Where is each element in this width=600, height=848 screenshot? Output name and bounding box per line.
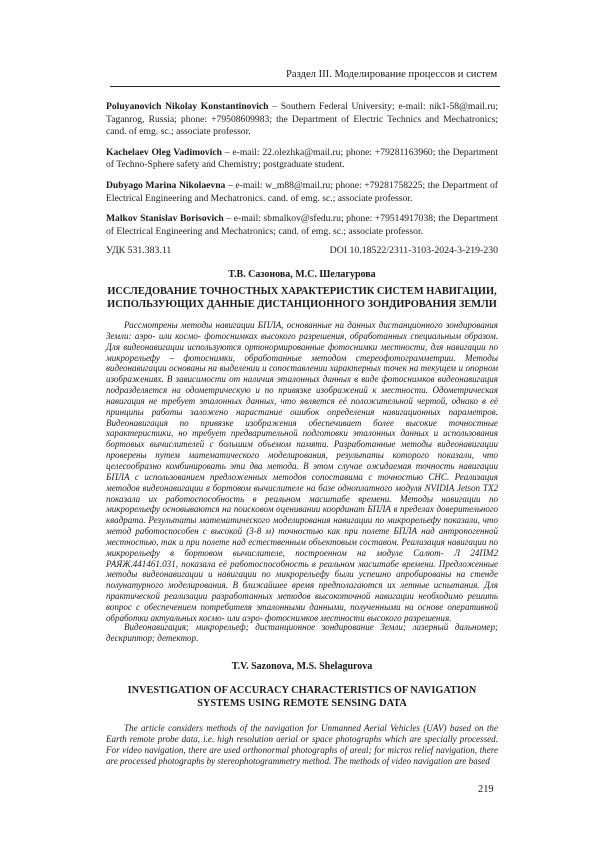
udc-code: УДК 531.383.11: [106, 245, 172, 256]
author-name: Malkov Stanislav Borisovich: [106, 213, 224, 225]
author-name: Dubyago Marina Nikolaevna: [106, 179, 226, 191]
author-entry: [106, 147, 498, 172]
ru-keywords: Видеонавигация; микрорельеф; дистанционное зондирование Земли; лазерный дальномер; дескриптор; детектор.: [106, 622, 498, 643]
author-details: – Southern Federal University; e-mail: nik1-58@mail.ru; Taganrog, Russia; phone: +79508609983; the Department of Electric Technics and Mechatronics; cand. of emg. sc.; associate professor.: [106, 101, 498, 138]
doi-link[interactable]: DOI 10.18522/2311-3103-2024-3-219-230: [329, 245, 498, 256]
author-details: – e-mail: 22.olezhka@mail.ru; phone: +79281163960; the Department of Techno-Sphere safety and Chemistry; postgraduate student.: [106, 146, 499, 171]
author-entry: [106, 101, 498, 139]
author-details: – e-mail: sbmalkov@sfedu.ru; phone: +79514917038; the Department of Electrical Engineering and Mechatronics; cand. of emg. sc.; associate professor.: [106, 213, 498, 237]
en-article-title: INVESTIGATION OF ACCURACY CHARACTERISTICS OF NAVIGATION SYSTEMS USING REMOTE SENSING DATA: [127, 685, 477, 709]
running-head: Раздел III. Моделирование процессов и систем: [286, 69, 498, 80]
ru-abstract-text: Рассмотрены методы навигации БПЛА, основанные на данных дистанционного зондирования Земли: аэро- или космо- фотоснимках высокого разрешения, обработанных специальным образом. Для видеонавигации используются ортонормированные фотоснимки местности, для навигации по микрорельефу – фотоснимки, обработанные методом стереофотограмметрии. Методы видеонавигации основаны на выделении и сопоставлении характерных точек на текущем и опорном изображениях. В зависимости от наличия эталонных данных в виде фотоснимков видеонавигация подразделяется на одометрическую и по привязке изображений к местности. Одометрическая навигация не требует эталонных данных, что является её положительной чертой, однако в её принципы работы заложено нарастание ошибок определения навигационных параметров. Видеонавигация по привязке изображения обеспечивает более высокие точностные характеристики, но требует предварительной подготовки эталонных данных и использования бортовых вычислителей с большим объемом памяти. Разработанные методы видеонавигации проверены путем математического моделирования, результаты которого показали, что целесообразно комбинировать эти два метода. В этом случае ожидаемая точность навигации БПЛА с использованием предложенных методов сопоставима с точностью СНС. Реализация методов видеонавигации в бортовом вычислителе на базе одноплатного модуля NVIDIA Jetson TX2 показала их работоспособность в реальном масштабе времени. Методы навигации по микрорельефу основываются на поисковом оценивании координат БПЛА в пределах доверительного квадрата. Результаты математического моделирования навигации по микрорельефу показали, что метод работоспособен с высокой (3-8 м) точностью как при полете БПЛА над антропогенной местностью, так и при полете над естественным объектовым составом. Реализация навигации по микрорельефу в бортовом вычислителе, построенном на модуле Салют- Л 24ПМ2 РАЯЖ.441461.031, показала её работоспособность в реальном масштабе времени. Предложенные методы видеонавигации и навигации по микрорельефу были успешно апробированы на стенде полунатурного моделирования. В ближайшее время предполагаются их летные испытания. Для практической реализации разработанных методов высокоточной навигации необходимо решить вопрос с обеспечением потребителя эталонными данными, полученными на основе оперативной обработки актуальных космо- или аэро- фотоснимков местности высокого разрешения.: [106, 320, 498, 623]
author-name: Kachelaev Oleg Vadimovich: [106, 146, 222, 158]
author-entry: [106, 213, 498, 238]
author-info-block: [106, 101, 498, 246]
ru-article-authors: Т.В. Сазонова, М.С. Шелагурова: [228, 269, 376, 280]
page-number: 219: [478, 784, 494, 795]
ru-abstract: [106, 320, 498, 624]
ru-article-title: ИССЛЕДОВАНИЕ ТОЧНОСТНЫХ ХАРАКТЕРИСТИК СИСТЕМ НАВИГАЦИИ, ИСПОЛЬЗУЮЩИХ ДАННЫЕ ДИСТАНЦИОННОГО ЗОНДИРОВАНИЯ ЗЕМЛИ: [107, 286, 497, 310]
header-rule: [110, 86, 500, 87]
en-abstract: The article considers methods of the navigation for Unmanned Aerial Vehicles (UAV) based on the Earth remote probe data, i.e. high resolution aerial or space photographs which are specially processed. For video navigation, there are used orthonormal photographs of areal; for micros relief navigation, there are processed photographs by stereophotogrammetry method. The methods of video navigation are based: [106, 723, 498, 766]
en-article-authors: T.V. Sazonova, M.S. Shelagurova: [231, 661, 373, 672]
author-entry: [106, 180, 498, 205]
author-name: Poluyanovich Nikolay Konstantinovich: [106, 101, 269, 112]
author-details: – e-mail: w_m88@mail.ru; phone: +79281758225; the Department of Electrical Engineering and Mechatronics. cand. of emg. sc.; associate professor.: [106, 179, 498, 204]
